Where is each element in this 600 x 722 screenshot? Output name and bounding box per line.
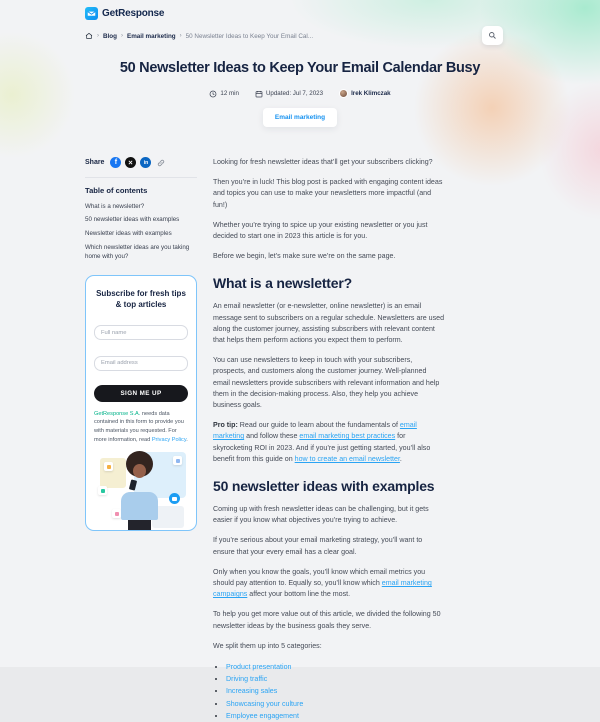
tag-row [0,108,600,127]
section-heading: What is a newsletter? [213,275,352,292]
calendar-icon [255,90,263,98]
subscribe-illustration [96,450,186,530]
category-list-item [226,661,445,673]
inline-link[interactable]: email marketing best practices [299,432,396,441]
share-row [85,157,197,168]
toc-list [85,200,197,264]
app-chip-icon [98,486,107,495]
paragraph [213,567,445,601]
copy-link-icon[interactable] [155,157,166,168]
toc-title: Table of contents [85,186,148,195]
paragraph [213,157,445,168]
text: Then you’re in luck! This blog post is packed with engaging content ideas and topics you can use to make your newsletters more impactful (and fun!) [213,178,443,209]
breadcrumb-separator: › [121,33,123,39]
bold-text: Pro tip: [213,421,238,430]
text: Coming up with fresh newsletter ideas can be challenging, but it gets easier if you know what objectives you’re trying to achieve. [213,505,429,525]
text: affect your bottom line the most. [247,590,351,599]
author-name: Irek Klimczak [351,90,391,97]
text: We split them up into 5 categories: [213,641,322,650]
subscribe-disclaimer [94,410,188,445]
woman-shirt [121,492,158,520]
sidebar-divider [85,177,197,178]
inline-link[interactable]: how to create an email newsletter [294,454,400,463]
sidebar [85,157,197,722]
category-list-item [226,673,445,685]
text: . [186,436,188,443]
woman-skirt [128,520,151,530]
text: needs data contained in this form to provide you with materials you requested. For more information, read [94,410,184,443]
paragraph [213,504,445,526]
text: . [399,454,402,463]
inline-link[interactable]: email marketing [213,421,417,441]
section-heading: 50 newsletter ideas with examples [213,478,435,495]
share-label: Share [85,159,105,166]
breadcrumb-separator: › [97,33,99,39]
toc-item[interactable]: Which newsletter ideas are you taking home with you? [85,244,190,260]
sign-me-up-button[interactable]: SIGN ME UP [94,385,188,402]
inline-link[interactable]: email marketing campaigns [213,579,432,599]
search-button[interactable] [482,26,503,45]
paragraph [213,301,445,346]
paragraph [213,177,445,211]
text: Before we begin, let’s make sure we’re on the same page. [213,252,396,261]
text: and follow these [244,432,300,441]
toc-item[interactable]: Newsletter ideas with examples [85,230,172,238]
clock-icon [209,90,217,98]
text: To help you get more value out of this article, we divided the following 50 newsletter ideas by the business goals they serve. [213,610,441,630]
category-link[interactable]: Employee engagement [226,711,299,720]
text: You can use newsletters to keep in touch with your subscribers, prospects, and customers along the customer journey. Well-planned email newsletters provide subscribers with relevant information and help them in the decision-making process. Also, they help you achieve business goals. [213,356,440,410]
main-column [205,157,445,722]
category-link[interactable]: Showcasing your culture [226,699,304,708]
email-address-input[interactable] [94,356,188,371]
text: for skyrocketing ROI in 2023. And if you’re just getting started, you’ll also benefit from this guide on [213,432,431,463]
category-list [226,661,445,722]
page-title: 50 Newsletter Ideas to Keep Your Email Calendar Busy [119,60,481,76]
share-facebook-icon[interactable]: f [110,157,121,168]
article-meta [0,89,600,98]
breadcrumb [85,32,313,40]
category-link[interactable]: Product presentation [226,663,292,672]
category-list-item [226,685,445,697]
author[interactable] [339,89,391,98]
paragraph [213,355,445,411]
text: Looking for fresh newsletter ideas that’ll get your subscribers clicking? [213,158,433,166]
category-list-item [226,710,445,722]
chat-bubble-icon [169,493,180,504]
paragraph [213,220,445,242]
full-name-input[interactable] [94,325,188,340]
share-linkedin-icon[interactable]: in [140,157,151,168]
app-chip-icon [112,509,121,518]
breadcrumb-separator: › [179,33,182,39]
logo-text: GetResponse [102,8,165,19]
breadcrumb-current: 50 Newsletter Ideas to Keep Your Email Cal... [185,32,314,40]
toc-item[interactable]: What is a newsletter? [85,202,145,210]
author-avatar [339,89,348,98]
search-icon [488,31,497,40]
text: Read our guide to learn about the fundamentals of [237,421,400,430]
text: An email newsletter (or e-newsletter, online newsletter) is an email message sent to subscribers on a regular schedule. Newsletters are used along the customer journey, assisting subscribers with relevant content that helps them perform actions you expect them to perform. [213,302,445,345]
subscribe-box [85,275,197,531]
share-x-icon[interactable] [125,157,136,168]
getresponse-logo[interactable] [85,7,164,20]
content-columns [85,157,465,722]
category-list-item [226,698,445,710]
updated-date: Updated: Jul 7, 2023 [255,90,323,98]
tag-email-marketing[interactable]: Email marketing [263,108,337,127]
paragraph [213,251,445,262]
paragraph [213,641,445,652]
breadcrumb-email-marketing[interactable]: Email marketing [127,32,176,40]
article-body [213,157,445,722]
breadcrumb-blog[interactable]: Blog [103,32,117,40]
subscribe-title: Subscribe for fresh tips & top articles [96,289,186,309]
read-time: 12 min [209,90,239,98]
text: Only when you know the goals, you’ll know which email metrics you should pay attention to. Equally so, you’ll know which [213,567,426,588]
disclaimer-link[interactable]: Privacy Policy [151,436,187,443]
app-chip-icon [173,456,182,465]
toc-item[interactable]: 50 newsletter ideas with examples [85,216,180,224]
paragraph [213,420,445,465]
category-link[interactable]: Increasing sales [226,687,278,696]
text: If you’re serious about your email marketing strategy, you’ll want to ensure that your every email has a clear goal. [213,536,423,556]
paragraph [213,535,445,557]
text: Whether you’re trying to spice up your existing newsletter or you just decided to start one in 2023 this article is for you. [213,220,428,241]
disclaimer-link[interactable]: GetResponse S.A. [94,410,141,417]
paragraph [213,609,445,631]
envelope-logo-icon [85,7,98,20]
category-link[interactable]: Driving traffic [226,675,268,684]
app-chip-icon [104,462,113,471]
home-icon[interactable] [85,32,93,40]
